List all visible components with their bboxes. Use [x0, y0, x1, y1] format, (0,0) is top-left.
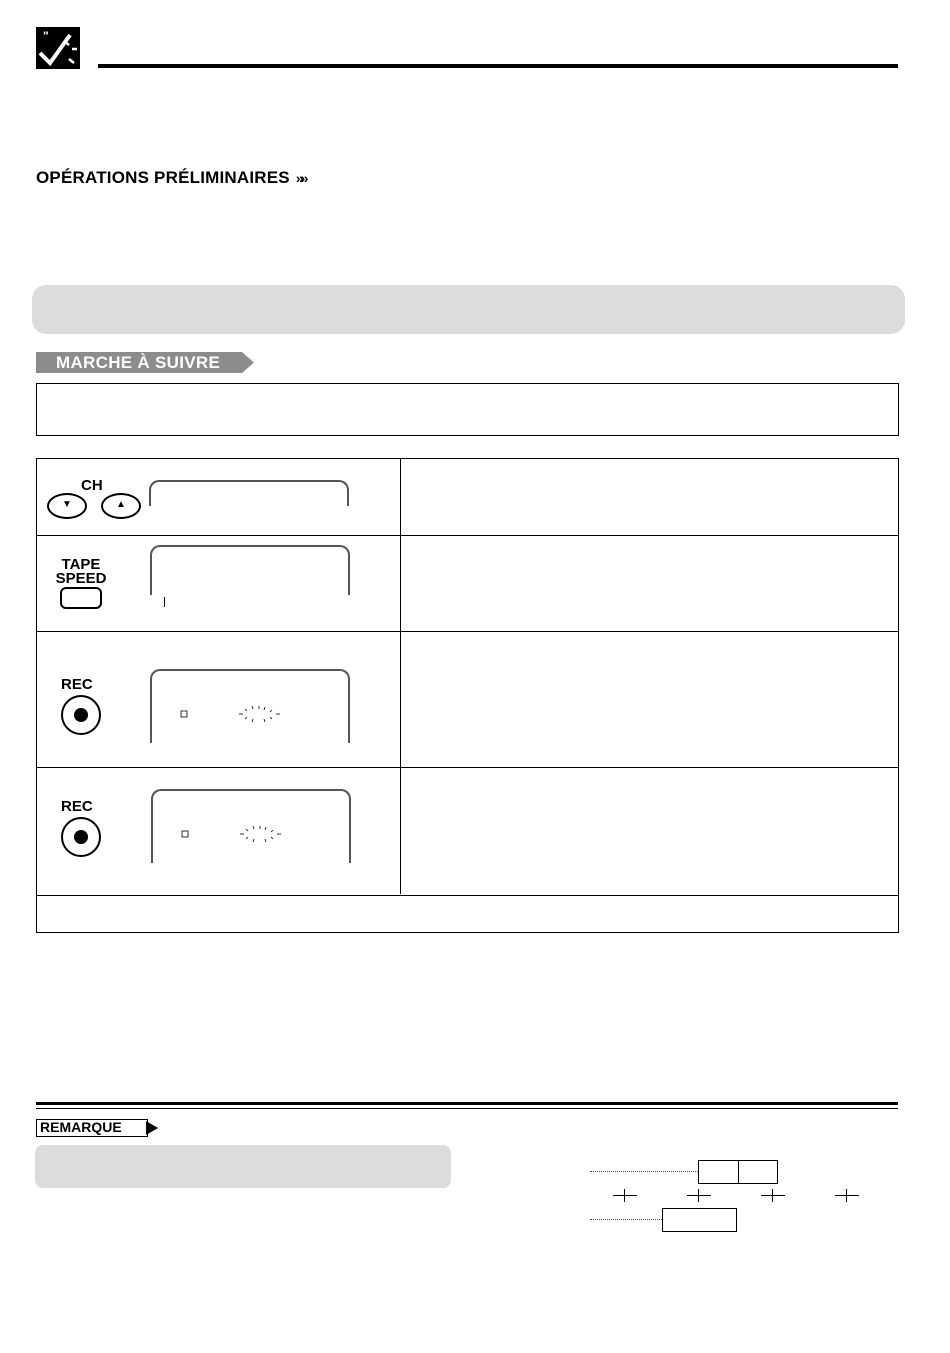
channel-down-button[interactable]	[47, 493, 87, 519]
time-marker	[761, 1189, 785, 1202]
svg-text:": "	[43, 29, 49, 43]
info-band	[32, 285, 905, 334]
segment-box	[662, 1208, 737, 1232]
triangle-up-icon: ▲	[116, 499, 126, 510]
segment-divider	[738, 1160, 739, 1184]
double-chevron-icon: »»	[295, 170, 306, 186]
header-rule	[98, 64, 898, 68]
display-cursor	[164, 597, 165, 607]
preliminary-title: OPÉRATIONS PRÉLIMINAIRES	[36, 168, 290, 187]
time-marker	[835, 1189, 859, 1202]
record-button[interactable]	[61, 817, 101, 857]
display-panel	[150, 545, 350, 595]
section-rule	[36, 1108, 898, 1109]
tape-speed-label: TAPE SPEED	[55, 556, 107, 587]
section-rule	[36, 1102, 898, 1105]
row-divider	[37, 895, 898, 896]
row-divider	[37, 767, 898, 768]
leader-line	[590, 1171, 698, 1172]
time-marker	[613, 1189, 637, 1202]
blink-indicator-icon	[178, 824, 298, 846]
clock-check-icon	[36, 27, 80, 69]
steps-table	[36, 458, 899, 933]
rec-label: REC	[61, 798, 93, 815]
tape-speed-button[interactable]	[60, 587, 102, 609]
blink-indicator-icon	[177, 704, 297, 726]
note-tag-label: REMARQUE	[40, 1119, 122, 1135]
procedure-tag	[36, 352, 254, 373]
display-panel	[149, 480, 349, 506]
note-tag	[36, 1119, 160, 1137]
procedure-intro-box	[36, 383, 899, 436]
record-dot-icon	[74, 708, 88, 722]
procedure-tag-label: MARCHE À SUIVRE	[56, 353, 221, 372]
preliminary-heading	[36, 168, 305, 188]
column-divider	[400, 459, 401, 894]
channel-up-button[interactable]	[101, 493, 141, 519]
rec-label: REC	[61, 676, 93, 693]
leader-line	[590, 1219, 662, 1220]
row-divider	[37, 535, 898, 536]
record-button[interactable]	[61, 695, 101, 735]
note-band	[35, 1145, 451, 1188]
arrow-right-icon	[146, 1121, 158, 1135]
record-dot-icon	[74, 830, 88, 844]
time-marker	[687, 1189, 711, 1202]
row-divider	[37, 631, 898, 632]
triangle-down-icon: ▼	[62, 499, 72, 510]
ch-label: CH	[81, 477, 103, 494]
